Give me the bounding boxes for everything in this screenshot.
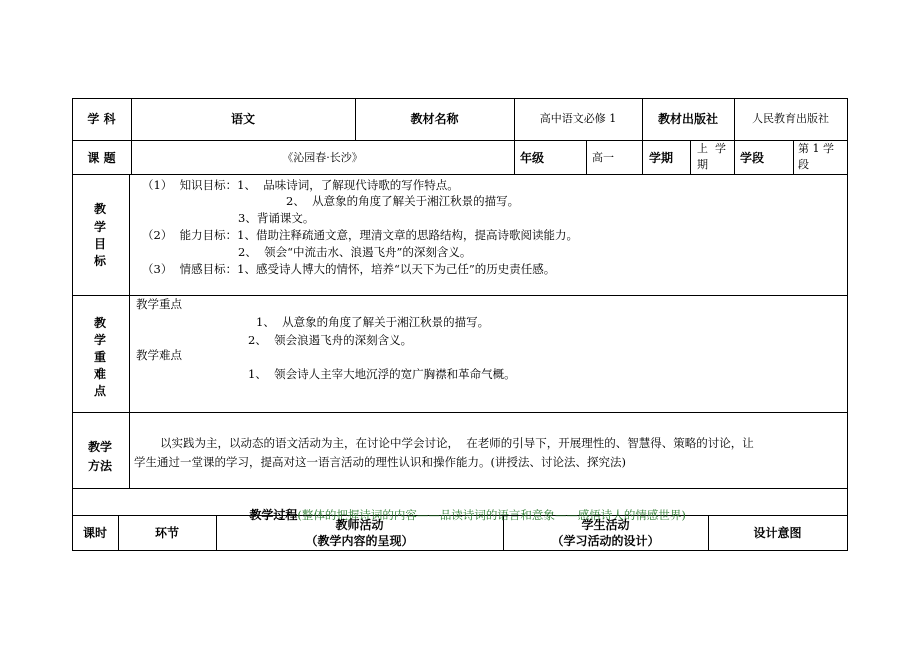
goal-line: 3、背诵课文。 [238,211,315,225]
table-border [514,98,515,175]
term-value-line1: 上 学 [697,142,726,155]
method-text: 学生通过一堂课的学习，提高对这一语言活动的理性认识和操作能力。(讲授法、讨论法、探究法) [134,455,626,469]
table-border [586,140,587,175]
table-border [72,412,848,413]
difficult-point-item: 1、 领会诗人主宰大地沉浮的宽广胸襟和革命气概。 [248,367,516,381]
goal-line: 2、 领会“中流击水、浪遏飞舟”的深刻含义。 [238,245,472,259]
key-point-item: 2、 领会浪遏飞舟的深刻含义。 [248,333,413,347]
table-border [129,174,130,489]
table-border [793,140,794,175]
table-border [72,174,848,175]
focus-label-char: 重 [94,350,107,364]
stage-label: 学段 [740,151,765,165]
table-border [734,98,735,175]
focus-label-char: 难 [94,367,107,381]
table-border [72,140,848,141]
goals-label-char: 学 [94,220,107,234]
difficult-points-title: 教学难点 [136,348,182,362]
publisher-value: 人民教育出版社 [752,112,829,125]
textbook-value: 高中语文必修 1 [539,112,617,125]
process-subtitle: (整体的把握诗词的内容——品读诗词的语言和意象——感悟诗人的情感世界) [297,508,686,522]
table-border [72,550,848,551]
student-activity-subheader: （学习活动的设计） [551,534,660,548]
goal-line: （1） 知识目标：1、 品味诗词，了解现代诗歌的写作特点。 [142,178,459,192]
period-header: 课时 [82,526,107,540]
stage-value-line1: 第 1 学 [798,142,834,155]
table-border [72,98,73,551]
goals-label-char: 目 [94,237,107,251]
table-border [72,488,848,489]
student-activity-header: 学生活动 [581,518,630,532]
table-border [72,295,848,296]
method-text: 以实践为主，以动态的语文活动为主，在讨论中学会讨论， 在老师的引导下，开展理性的、智慧得、策略的讨论，让 [160,436,754,450]
stage-value-line2: 段 [798,158,809,171]
goals-label-char: 标 [94,254,107,268]
topic-label: 课 题 [87,151,116,165]
grade-label: 年级 [520,151,545,165]
teacher-activity-header: 教师活动 [335,518,384,532]
teacher-activity-subheader: （教学内容的呈现） [305,534,414,548]
goal-line: 2、 从意象的角度了解关于湘江秋景的描写。 [286,194,520,208]
term-value-line2: 期 [697,158,708,171]
method-label: 教学 [88,440,113,454]
table-border [72,98,848,99]
goal-line: （2） 能力目标：1、借助注释疏通文意，理清文章的思路结构，提高诗歌阅读能力。 [142,228,578,242]
method-label: 方法 [88,459,113,473]
section-header: 环节 [154,526,179,540]
goals-label-char: 教 [94,202,107,216]
term-label: 学期 [649,151,674,165]
focus-label-char: 教 [94,316,107,330]
topic-value: 《沁园春·长沙》 [282,151,363,164]
table-border [690,140,691,175]
table-border [642,98,643,175]
textbook-label: 教材名称 [410,112,459,126]
table-border [847,98,848,551]
subject-label: 学 科 [87,112,116,126]
goal-line: （3） 情感目标：1、感受诗人博大的情怀，培养“以天下为己任”的历史责任感。 [142,262,556,276]
subject-value: 语文 [230,112,255,126]
process-title-text: 教学过程 [249,508,298,522]
grade-value: 高一 [592,151,614,164]
key-point-item: 1、 从意象的角度了解关于湘江秋景的描写。 [256,315,490,329]
publisher-label: 教材出版社 [657,112,718,126]
focus-label-char: 学 [94,333,107,347]
key-points-title: 教学重点 [136,297,182,311]
focus-label-char: 点 [94,384,107,398]
design-intent-header: 设计意图 [753,526,802,540]
